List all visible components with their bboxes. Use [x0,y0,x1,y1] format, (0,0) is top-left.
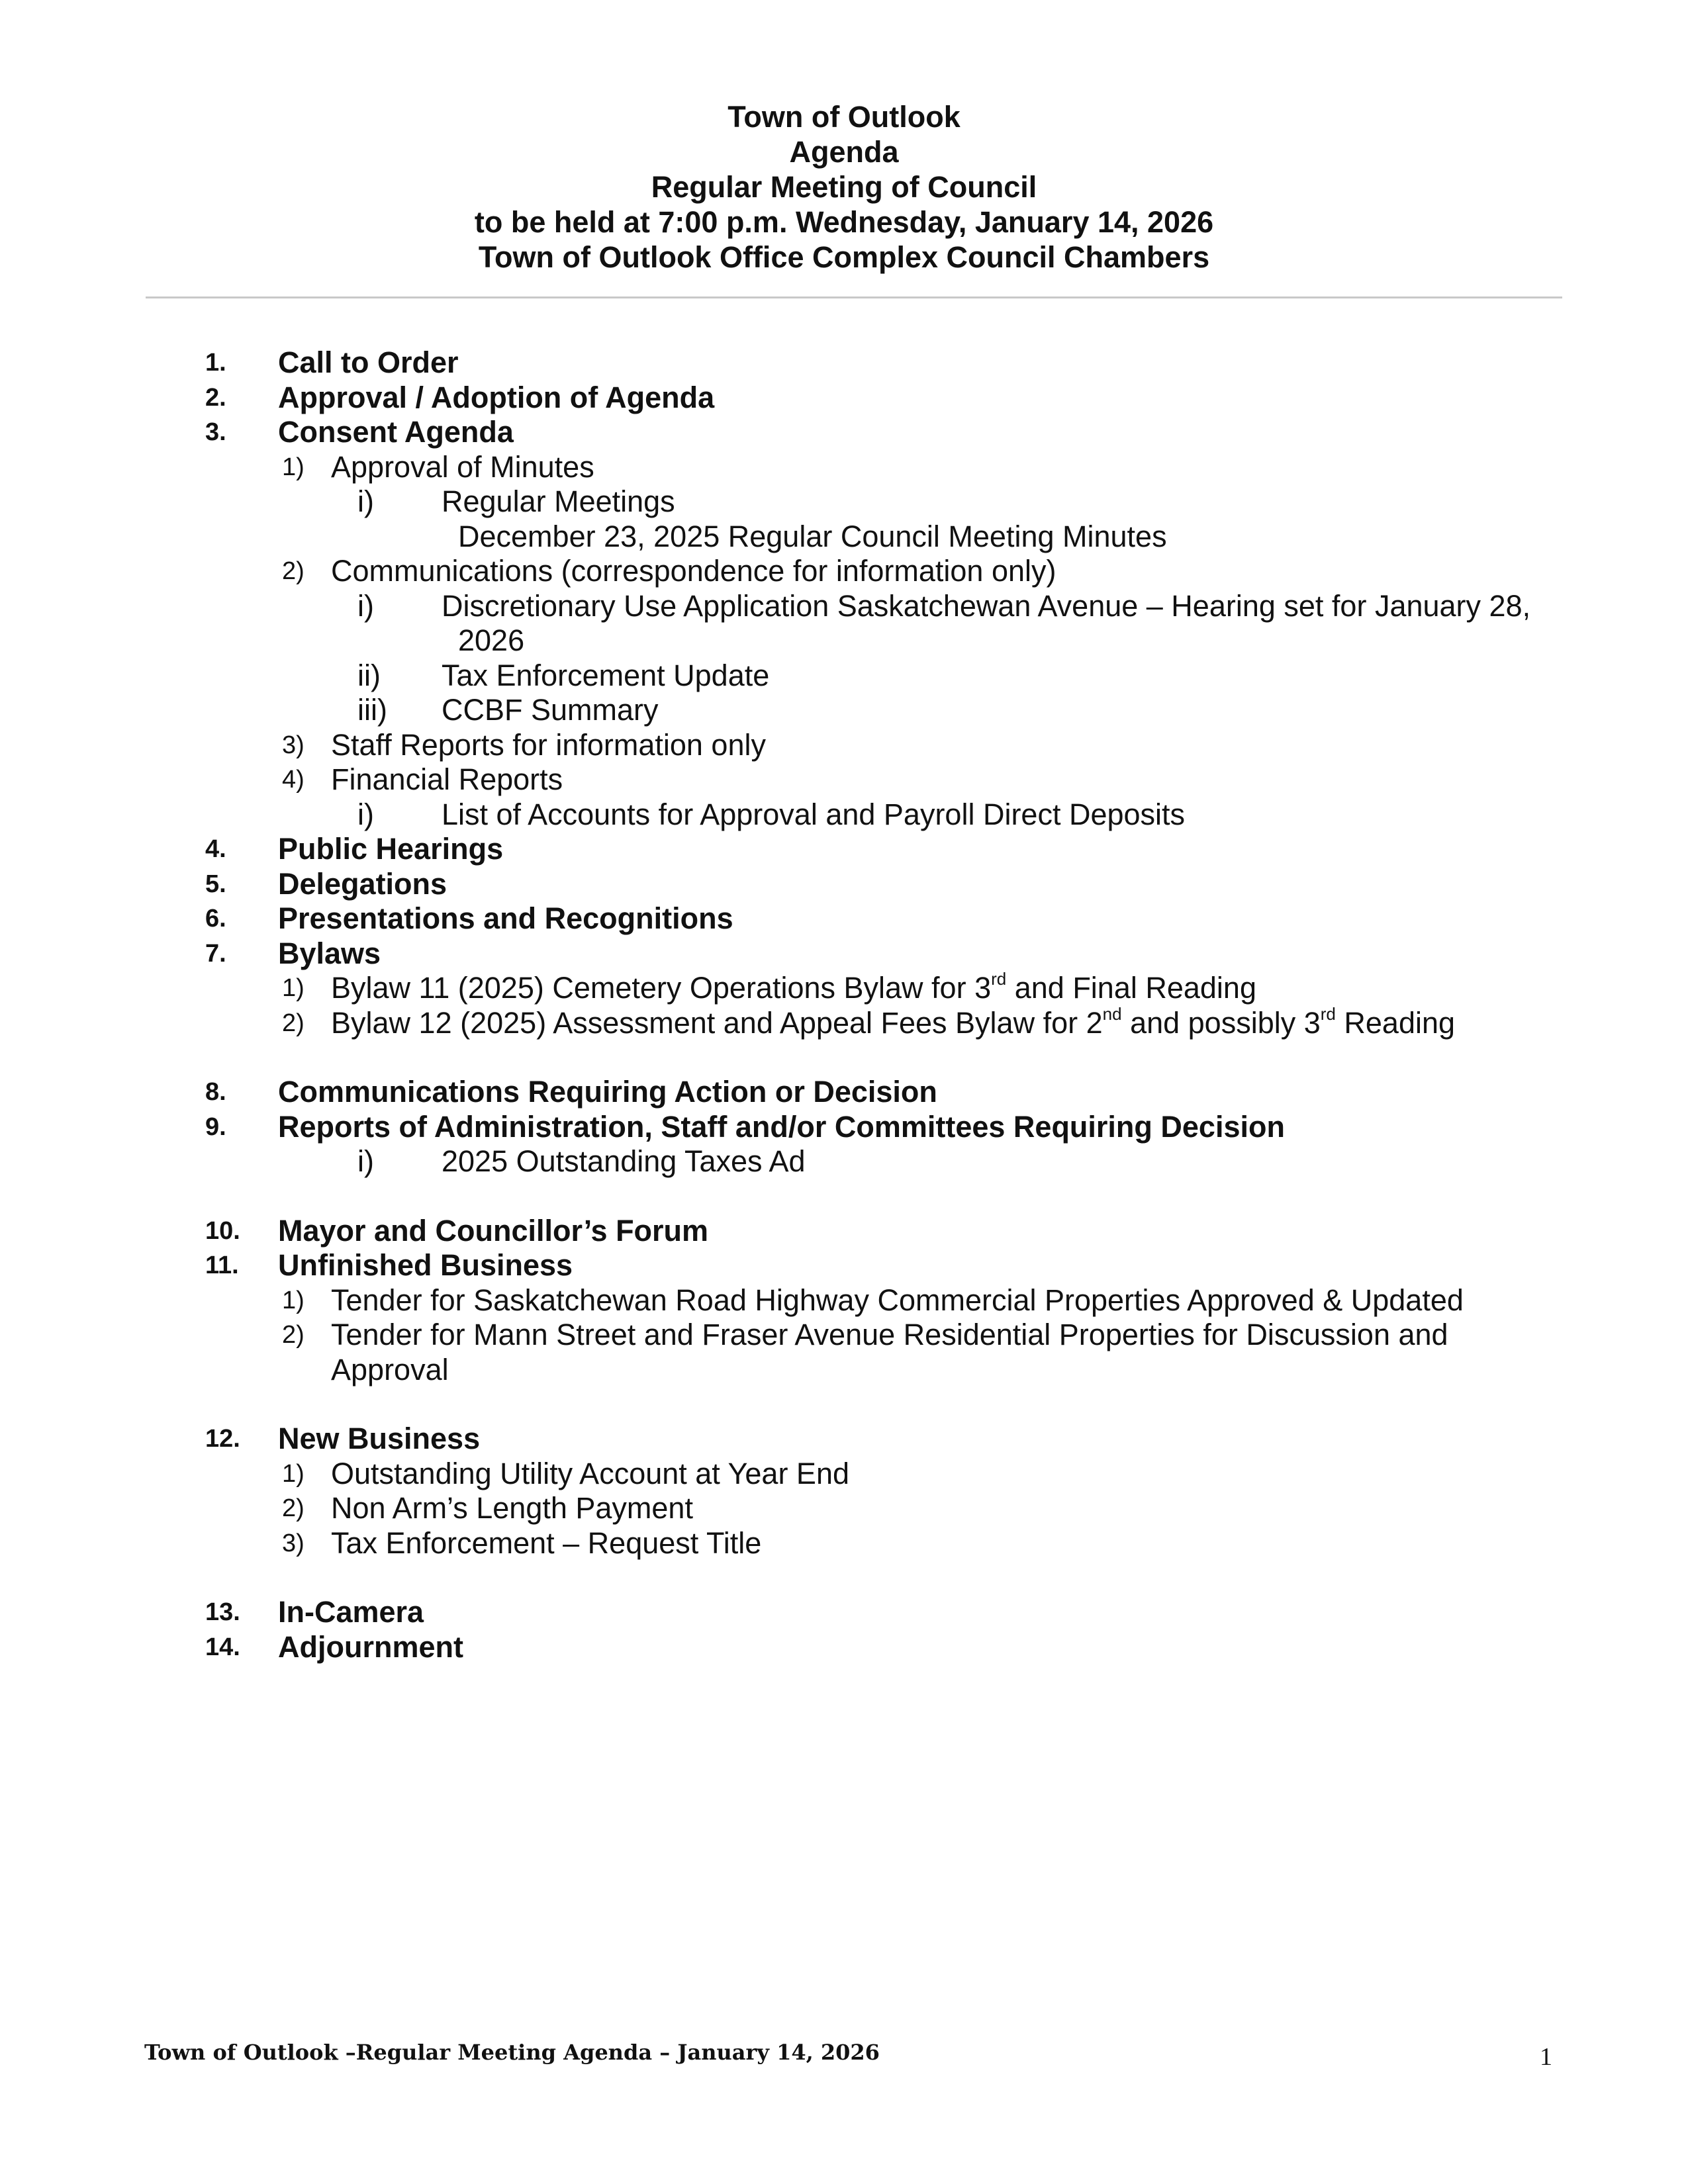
subitem-approval-of-minutes [0,450,1688,485]
agenda-item-in-camera [0,1595,1688,1630]
subitem-number: 1) [282,453,305,481]
header-agenda: Agenda [789,135,899,169]
agenda-item-approval-of-agenda [0,381,1688,416]
item-title: Call to Order [278,345,459,379]
subitem-tender-saskatchewan-road [0,1283,1688,1318]
subitem-staff-reports [0,728,1688,763]
item-number: 13. [205,1598,240,1626]
subitem-bylaw-12 [0,1003,1688,1041]
roman-item-regular-meetings [0,484,1688,520]
subitem-text: Staff Reports for information only [331,727,766,762]
item-number: 5. [205,870,226,898]
detail-text: December 23, 2025 Regular Council Meeting Minutes [458,519,1167,553]
agenda-item-public-hearings [0,832,1688,867]
roman-item-list-of-accounts [0,797,1688,833]
item-title: Mayor and Councillor’s Forum [278,1213,709,1248]
item-title: Presentations and Recognitions [278,901,733,935]
continuation-text: Approval [331,1352,449,1387]
roman-number: i) [357,1144,374,1178]
subitem-text: Bylaw 11 (2025) Cemetery Operations Bylaw for 3rd and Final Reading [331,969,1256,1005]
item-title: Unfinished Business [278,1248,573,1282]
roman-text: 2025 Outstanding Taxes Ad [442,1144,806,1178]
roman-item-continuation [0,623,1688,659]
roman-number: i) [357,484,374,518]
subitem-text: Outstanding Utility Account at Year End [331,1456,849,1490]
subitem-number: 2) [282,1321,305,1349]
roman-number: ii) [357,658,381,692]
item-number: 7. [205,939,226,968]
item-number: 3. [205,418,226,446]
agenda-list [0,345,1688,1664]
subitem-tender-mann-street [0,1318,1688,1353]
subitem-number: 2) [282,557,305,585]
roman-number: i) [357,588,374,623]
agenda-item-call-to-order [0,345,1688,381]
header-meeting-type: Regular Meeting of Council [651,170,1037,204]
roman-text: Tax Enforcement Update [442,658,770,692]
subitem-number: 1) [282,974,305,1002]
item-title: In-Camera [278,1595,424,1629]
subitem-communications [0,554,1688,589]
item-number: 11. [205,1251,239,1279]
item-title: New Business [278,1422,481,1455]
header-location: Town of Outlook Office Complex Council Chambers [478,240,1210,274]
roman-item-tax-enforcement [0,659,1688,694]
item-number: 9. [205,1113,226,1141]
subitem-non-arms-length [0,1491,1688,1526]
header-divider [146,296,1562,298]
subitem-continuation [0,1353,1688,1388]
page-footer: Town of Outlook –Regular Meeting Agenda – January 14, 2026 [144,2040,880,2065]
roman-text: Regular Meetings [442,484,675,518]
header-date-time: to be held at 7:00 p.m. Wednesday, January 14, 2026 [474,205,1214,239]
subitem-number: 1) [282,1286,305,1314]
item-number: 1. [205,349,226,377]
subitem-text: Communications (correspondence for information only) [331,554,1056,588]
subitem-number: 4) [282,766,305,794]
agenda-item-unfinished-business [0,1248,1688,1283]
item-title: Communications Requiring Action or Decision [278,1075,937,1109]
agenda-item-new-business [0,1422,1688,1457]
item-title: Adjournment [278,1629,463,1664]
subitem-text: Financial Reports [331,762,563,796]
subitem-tax-enforcement-title [0,1526,1688,1561]
document-header [0,99,1688,275]
item-number: 12. [205,1425,240,1453]
subitem-text: Approval of Minutes [331,449,594,484]
item-number: 6. [205,905,226,933]
item-number: 14. [205,1633,240,1661]
agenda-item-consent-agenda [0,415,1688,450]
agenda-item-reports-administration [0,1110,1688,1145]
continuation-text: 2026 [458,623,525,657]
roman-item-discretionary-use [0,589,1688,624]
roman-item-ccbf-summary [0,693,1688,728]
subitem-number: 2) [282,1009,305,1037]
item-title: Reports of Administration, Staff and/or Committees Requiring Decision [278,1109,1285,1144]
item-title: Public Hearings [278,832,504,866]
agenda-item-communications-action [0,1075,1688,1110]
subitem-bylaw-11 [0,971,1688,1006]
agenda-item-delegations [0,867,1688,902]
item-number: 4. [205,835,226,863]
subitem-text: Tender for Mann Street and Fraser Avenue Residential Properties for Discussion and [331,1318,1448,1351]
subitem-text: Tender for Saskatchewan Road Highway Commercial Properties Approved & Updated [331,1283,1464,1317]
item-title: Bylaws [278,936,381,970]
item-number: 2. [205,383,226,412]
subitem-number: 2) [282,1494,305,1522]
subitem-financial-reports [0,762,1688,797]
subitem-text: Tax Enforcement – Request Title [331,1525,762,1560]
agenda-item-adjournment [0,1630,1688,1665]
roman-text: Discretionary Use Application Saskatchewan Avenue – Hearing set for January 28, [442,588,1531,623]
item-title: Delegations [278,866,447,901]
item-number: 10. [205,1216,240,1245]
item-title: Consent Agenda [278,415,514,449]
agenda-item-bylaws [0,936,1688,972]
page-number: 1 [1540,2043,1552,2071]
roman-number: i) [357,797,374,831]
roman-text: CCBF Summary [442,693,659,727]
header-town: Town of Outlook [727,100,961,134]
subitem-number: 3) [282,731,305,759]
subitem-outstanding-utility [0,1457,1688,1492]
subitem-text: Bylaw 12 (2025) Assessment and Appeal Fees Bylaw for 2nd and possibly 3rd Reading [331,1003,1456,1040]
item-number: 8. [205,1078,226,1106]
roman-text: List of Accounts for Approval and Payroll Direct Deposits [442,797,1186,831]
agenda-item-mayor-forum [0,1214,1688,1249]
subitem-number: 3) [282,1529,305,1557]
minutes-detail [0,520,1688,555]
agenda-item-presentations [0,901,1688,936]
roman-number: iii) [357,693,387,727]
item-title: Approval / Adoption of Agenda [278,380,715,414]
roman-item-outstanding-taxes [0,1144,1688,1179]
subitem-text: Non Arm’s Length Payment [331,1491,693,1525]
subitem-number: 1) [282,1459,305,1488]
